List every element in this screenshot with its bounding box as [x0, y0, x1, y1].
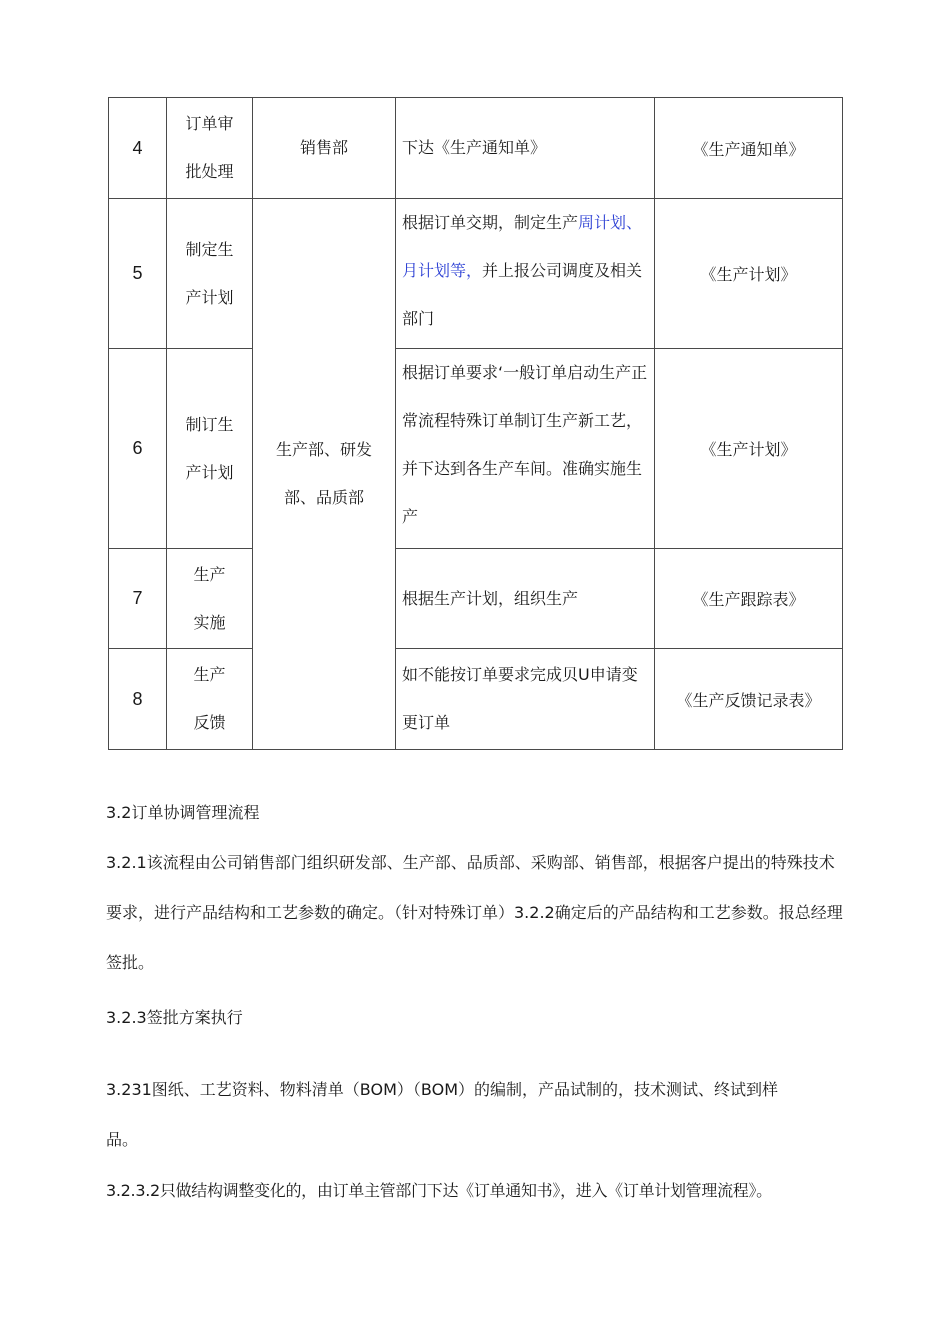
row-number: 7: [109, 549, 167, 649]
department: 销售部: [253, 98, 396, 199]
document-name: 《生产计划》: [655, 349, 843, 549]
description: 如不能按订单要求完成贝U申请变更订单: [396, 649, 655, 750]
description: 下达《生产通知单》: [396, 98, 655, 199]
paragraph-3-2-3-2: 3.2.3.2只做结构调整变化的，由订单主管部门下达《订单通知书》，进入《订单计划管理流程》。: [106, 1181, 772, 1200]
document-name: 《生产跟踪表》: [655, 549, 843, 649]
table-row: [109, 199, 843, 349]
step-name: 订单审 批处理: [167, 98, 253, 199]
step-name: 生产 实施: [167, 549, 253, 649]
description: 根据生产计划，组织生产: [396, 549, 655, 649]
description: 根据订单要求‘一般订单启动生产正常流程特殊订单制订生产新工艺，并下达到各生产车间。准确实施生产: [396, 349, 655, 549]
document-name: 《生产计划》: [655, 199, 843, 349]
step-name: 制定生 产计划: [167, 199, 253, 349]
row-number: 5: [109, 199, 167, 349]
document-name: 《生产通知单》: [655, 98, 843, 199]
table-row: [109, 98, 843, 199]
table-row: [109, 649, 843, 750]
paragraph-3-2-1: 3.2.1该流程由公司销售部门组织研发部、生产部、品质部、采购部、销售部，根据客户提出的特殊技术要求，进行产品结构和工艺参数的确定。（针对特殊订单）3.2.2确定后的产品结构和工艺参数。报总经理签批。: [106, 853, 843, 972]
row-number: 4: [109, 98, 167, 199]
row-number: 8: [109, 649, 167, 750]
row-number: 6: [109, 349, 167, 549]
process-table: [108, 97, 843, 750]
description: 根据订单交期，制定生产周计划、月计划等，并上报公司调度及相关部门: [396, 199, 655, 349]
paragraph-3-2-3-1: 3.231图纸、工艺资料、物料清单（BOM）（BOM）的编制，产品试制的，技术测试、终试到样品。: [106, 1080, 778, 1149]
step-name: 制订生 产计划: [167, 349, 253, 549]
document-name: 《生产反馈记录表》: [655, 649, 843, 750]
paragraph-3-2-3: 3.2.3签批方案执行: [106, 1008, 243, 1027]
table-row: [109, 549, 843, 649]
step-name: 生产 反馈: [167, 649, 253, 750]
table-row: [109, 349, 843, 549]
section-heading: 3.2订单协调管理流程: [106, 803, 260, 822]
merged-department: 生产部、研发部、品质部: [253, 199, 396, 750]
